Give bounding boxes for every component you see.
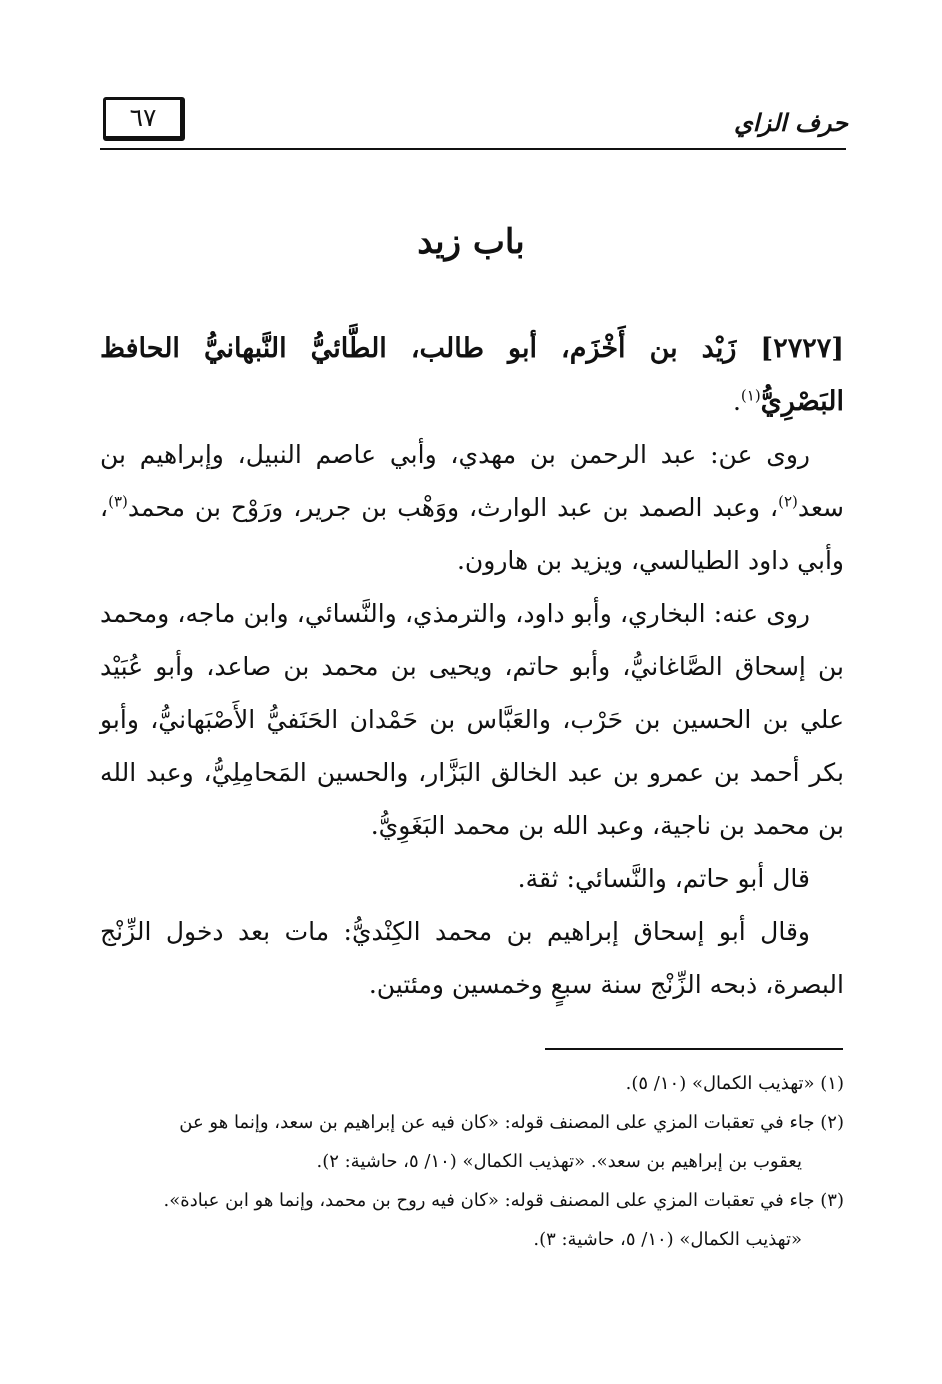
narrated-from-part-3: ، وأبي داود الطيالسي، ويزيد بن هارون. xyxy=(100,493,844,575)
footnote-ref-3: (٣) xyxy=(108,492,128,511)
footnote-ref-2: (٢) xyxy=(778,492,798,511)
entry-head-text: [٢٧٢٧] زَيْد بن أَخْزَم، أبو طالب، الطَّائيُّ النَّبهانيُّ الحافظ البَصْرِيُّ xyxy=(100,333,844,417)
narrated-from-paragraph xyxy=(100,428,844,587)
page-number-box xyxy=(103,97,185,141)
assessment-paragraph: قال أبو حاتم، والنَّسائي: ثقة. xyxy=(517,864,810,893)
death-paragraph: وقال أبو إسحاق إبراهيم بن محمد الكِنْديُّ: مات بعد دخول الزِّنْج البصرة، ذبحه الزِّنْج سنة سبعٍ وخمسين ومئتين. xyxy=(100,917,844,999)
running-head: حرف الزاي xyxy=(734,108,848,137)
footnote-rule xyxy=(545,1048,843,1050)
page-number: ٦٧ xyxy=(129,103,157,132)
footnote-2-line-2: يعقوب بن إبراهيم بن سعد». «تهذيب الكمال» (١٠/ ٥، حاشية: ٢). xyxy=(316,1151,802,1172)
footnote-3-line-2: «تهذيب الكمال» (١٠/ ٥، حاشية: ٣). xyxy=(533,1229,802,1250)
footnote-ref-1: (١) xyxy=(740,386,761,405)
header-rule xyxy=(100,148,846,150)
chapter-title: باب زيد xyxy=(417,222,525,262)
footnote-3-line-1: (٣) جاء في تعقبات المزي على المصنف قوله: «كان فيه روح بن محمد، وإنما هو ابن عبادة». xyxy=(163,1190,844,1211)
footnote-1: (١) «تهذيب الكمال» (١٠/ ٥). xyxy=(625,1073,844,1094)
entry-body xyxy=(100,322,844,1011)
entry-head-end: . xyxy=(732,387,741,416)
footnote-2-line-1: (٢) جاء في تعقبات المزي على المصنف قوله: «كان فيه عن إبراهيم بن سعد، وإنما هو عن xyxy=(179,1112,844,1133)
narrated-from-part-1: روى عن: عبد الرحمن بن مهدي، وأبي عاصم النبيل، وإبراهيم بن سعد xyxy=(100,440,844,522)
entry-heading xyxy=(100,322,844,428)
narrated-from-part-2: ، وعبد الصمد بن عبد الوارث، ووَهْب بن جرير، ورَوْح بن محمد xyxy=(127,493,779,522)
narrated-by-paragraph: روى عنه: البخاري، وأبو داود، والترمذي، والنَّسائي، وابن ماجه، ومحمد بن إسحاق الصَّاغانيُّ، وأبو حاتم، ويحيى بن محمد بن صاعد، وأبو عُبَيْد علي بن الحسين بن حَرْب، والعَبَّاس بن حَمْدان الحَنَفيُّ الأَصْبَهانيُّ، وأبو بكر أحمد بن عمرو بن عبد الخالق البَزَّار، والحسين المَحامِلِيُّ، وعبد الله بن محمد بن ناجية، وعبد الله بن محمد البَغَوِيُّ. xyxy=(100,599,844,840)
footnotes xyxy=(100,1064,844,1259)
